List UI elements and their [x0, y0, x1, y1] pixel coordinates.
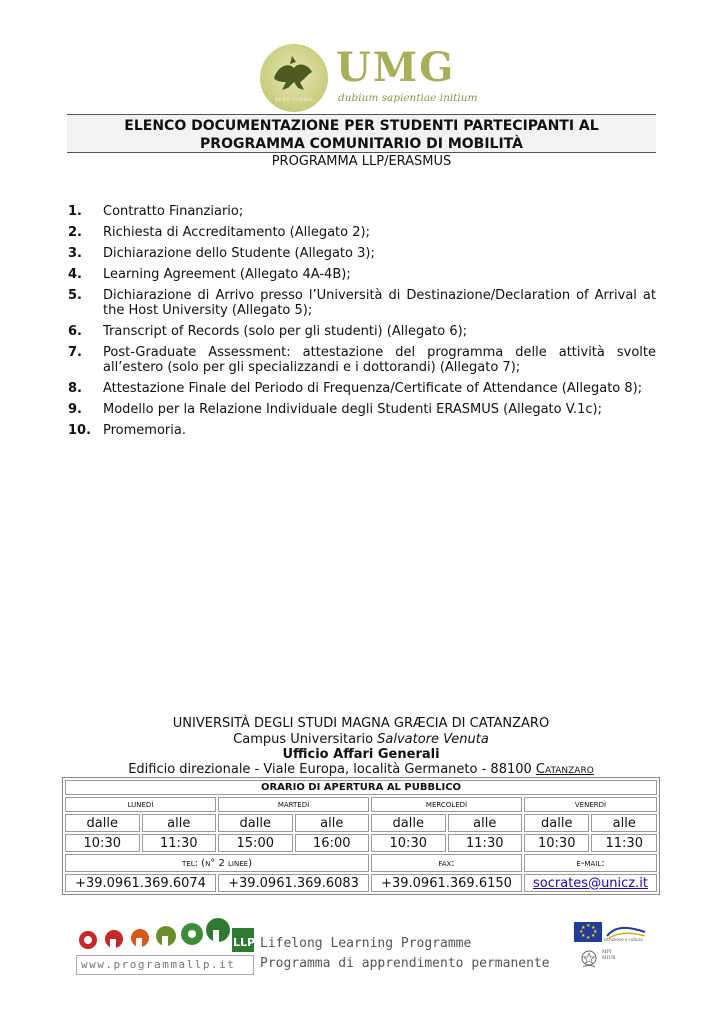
umg-seal-emblem: [260, 44, 328, 112]
eu-flag-icon: ★ ★ ★ ★ ★ ★ ★ ★: [574, 922, 602, 942]
item-text: Attestazione Finale del Periodo di Frequenza/Certificate of Attendance (Allegato 8);: [103, 381, 643, 396]
opening-hours-table: [62, 777, 660, 895]
llp-title-it: Programma di apprendimento permanente: [260, 956, 550, 971]
email-label: e-mail:: [524, 854, 657, 872]
list-item: [68, 204, 656, 219]
tel-label: tel: (n° 2 linee): [65, 854, 369, 872]
llp-badge: LLP: [233, 936, 256, 949]
list-item: [68, 423, 656, 438]
item-text: Learning Agreement (Allegato 4A-4B);: [103, 267, 351, 282]
item-number: 10.: [68, 423, 92, 438]
item-text: Contratto Finanziario;: [103, 204, 244, 219]
miur-line: MIUR: [602, 956, 616, 961]
miur-text: [602, 950, 616, 962]
from-label: dalle: [371, 814, 446, 832]
list-item: [68, 225, 656, 240]
item-text: Modello per la Relazione Individuale degli Studenti ERASMUS (Allegato V.1c);: [103, 402, 602, 417]
umg-logo: [260, 44, 478, 112]
item-text: Post-Graduate Assessment: attestazione del programma delle attività svolte all’estero (solo per gli specializzandi e i dottorandi) (Allegato 7);: [103, 345, 656, 375]
day-friday: venerdì: [524, 797, 657, 812]
item-number: 5.: [68, 288, 82, 303]
fax-label: fax:: [371, 854, 522, 872]
email-cell: [524, 874, 657, 892]
italian-emblem-icon: [580, 948, 598, 970]
time-from: 10:30: [524, 834, 589, 852]
list-item: [68, 246, 656, 261]
day-monday: lunedì: [65, 797, 216, 812]
list-item: [68, 381, 656, 396]
day-tuesday: martedì: [218, 797, 369, 812]
time-from: 15:00: [218, 834, 293, 852]
eu-caption: Istruzione e cultura: [604, 937, 643, 942]
address-line: [62, 762, 660, 778]
email-link[interactable]: socrates@unicz.it: [533, 875, 648, 891]
to-label: alle: [295, 814, 370, 832]
time-to: 11:30: [448, 834, 523, 852]
title-line-2: PROGRAMMA COMUNITARIO DI MOBILITÀ: [200, 136, 523, 152]
item-text: Dichiarazione dello Studente (Allegato 3);: [103, 246, 375, 261]
list-item: [68, 324, 656, 339]
item-text: Transcript of Records (solo per gli studenti) (Allegato 6);: [103, 324, 468, 339]
time-to: 11:30: [142, 834, 217, 852]
campus-line: [62, 732, 660, 748]
to-label: alle: [591, 814, 657, 832]
item-number: 7.: [68, 345, 82, 360]
item-text: Promemoria.: [103, 423, 186, 438]
to-label: alle: [142, 814, 217, 832]
street-address: Edificio direzionale - Viale Europa, località Germaneto - 88100: [128, 762, 536, 777]
llp-title-en: Lifelong Learning Programme: [260, 936, 472, 951]
campus-prefix: Campus Universitario: [233, 732, 378, 747]
office-name: Ufficio Affari Generali: [282, 747, 440, 762]
list-item: [68, 267, 656, 282]
time-to: 16:00: [295, 834, 370, 852]
item-number: 1.: [68, 204, 82, 219]
to-label: alle: [448, 814, 523, 832]
item-text: Richiesta di Accreditamento (Allegato 2);: [103, 225, 370, 240]
logo-wordmark: UMG: [336, 44, 456, 91]
list-item: [68, 402, 656, 417]
llp-logo-icon: [74, 914, 256, 954]
item-number: 3.: [68, 246, 82, 261]
city: Catanzaro: [535, 762, 594, 777]
time-to: 11:30: [591, 834, 657, 852]
fax-number: +39.0961.369.6150: [371, 874, 522, 892]
miur-line: MPI: [602, 950, 612, 955]
seal-motto: SPES FIRMA: [274, 97, 314, 103]
document-subtitle: PROGRAMMA LLP/ERASMUS: [271, 154, 452, 169]
item-number: 6.: [68, 324, 82, 339]
item-number: 4.: [68, 267, 82, 282]
item-text: Dichiarazione di Arrivo presso l’Università di Destinazione/Declaration of Arrival at the Host University (Allegato 5);: [103, 288, 656, 318]
tel-number-2: +39.0961.369.6083: [218, 874, 369, 892]
title-line-1: ELENCO DOCUMENTAZIONE PER STUDENTI PARTECIPANTI AL: [124, 118, 599, 134]
from-label: dalle: [65, 814, 140, 832]
eu-logos: [574, 922, 650, 978]
logo-motto: dubium sapientiae initium: [338, 92, 478, 104]
hours-title: ORARIO DI APERTURA AL PUBBLICO: [65, 780, 657, 795]
item-number: 8.: [68, 381, 82, 396]
llp-banner: [74, 914, 564, 980]
document-title: [67, 114, 656, 153]
documents-list: [68, 204, 656, 444]
from-label: dalle: [218, 814, 293, 832]
llp-url: www.programmallp.it: [76, 955, 254, 975]
time-from: 10:30: [371, 834, 446, 852]
time-from: 10:30: [65, 834, 140, 852]
university-name: UNIVERSITÀ DEGLI STUDI MAGNA GRÆCIA DI CATANZARO: [172, 716, 550, 731]
item-number: 2.: [68, 225, 82, 240]
list-item: [68, 345, 656, 375]
list-item: [68, 288, 656, 318]
item-number: 9.: [68, 402, 82, 417]
campus-name: Salvatore Venuta: [377, 732, 489, 747]
from-label: dalle: [524, 814, 589, 832]
tel-number-1: +39.0961.369.6074: [65, 874, 216, 892]
day-wednesday: mercoledì: [371, 797, 522, 812]
